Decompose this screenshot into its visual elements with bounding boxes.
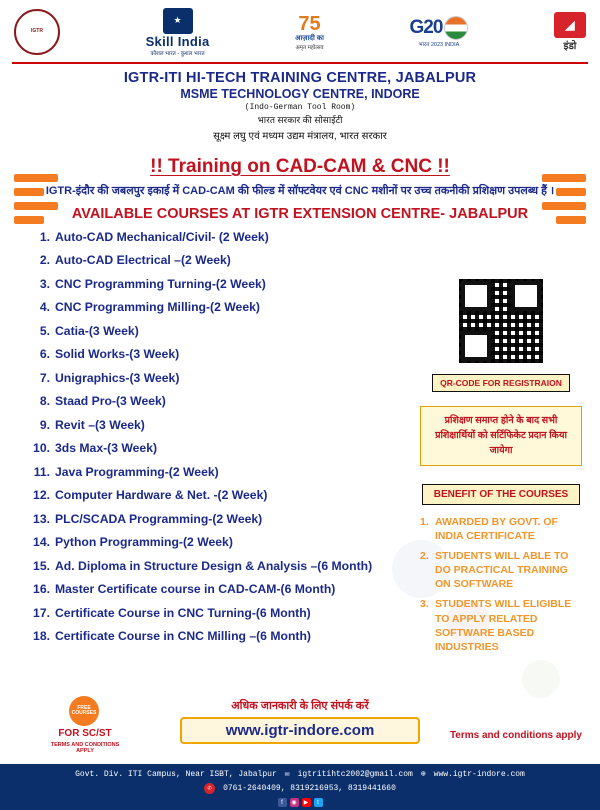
header-line-2: MSME TECHNOLOGY CENTRE, INDORE xyxy=(180,87,420,101)
course-name: Python Programming-(2 Week) xyxy=(55,535,233,550)
logo-igtr-hindi xyxy=(554,12,586,52)
benefit-text: AWARDED BY GOVT. OF INDIA CERTIFICATE xyxy=(435,515,558,542)
course-number: 12. xyxy=(33,488,50,503)
footer-address: Govt. Div. ITI Campus, Near ISBT, Jabalpur xyxy=(75,769,277,779)
header-block xyxy=(0,64,600,148)
header-line-1: IGTR-ITI HI-TECH TRAINING CENTRE, JABALPUR xyxy=(123,70,477,86)
course-number: 10. xyxy=(33,441,50,456)
course-name: CNC Programming Turning-(2 Week) xyxy=(55,276,266,291)
course-name: Java Programming-(2 Week) xyxy=(55,464,219,479)
course-name: Auto-CAD Electrical –(2 Week) xyxy=(55,253,231,268)
igtr-logo-icon: ◢ xyxy=(554,12,586,38)
mail-icon: ✉ xyxy=(284,770,290,779)
g20-text: G20 xyxy=(409,17,443,38)
course-number: 14. xyxy=(33,535,50,550)
list-item xyxy=(30,512,460,526)
logo-igtr-seal xyxy=(14,9,60,55)
globe-icon: ⊕ xyxy=(420,770,426,779)
course-name: Revit –(3 Week) xyxy=(55,417,145,432)
azadi-label: आज़ादी का xyxy=(295,34,324,42)
more-info-text: अधिक जानकारी के लिए संपर्क करें xyxy=(231,700,369,712)
course-name: Solid Works-(3 Week) xyxy=(55,347,180,362)
phone-icon: ✆ xyxy=(204,783,215,794)
course-name: Auto-CAD Mechanical/Civil- (2 Week) xyxy=(55,229,269,244)
youtube-icon[interactable]: ▶ xyxy=(302,798,311,807)
skill-india-title: Skill India xyxy=(145,33,210,49)
benefit-number: 2. xyxy=(420,549,429,562)
list-item xyxy=(30,629,460,643)
course-list xyxy=(18,230,460,644)
g20-sublabel: भारत 2023 INDIA xyxy=(418,42,460,48)
benefit-text: STUDENTS WILL ELIGIBLE TO APPLY RELATED SOFTWARE BASED INDUSTRIES xyxy=(435,598,572,653)
course-name: Certificate Course in CNC Turning-(6 Month) xyxy=(55,605,311,620)
list-item xyxy=(30,347,460,361)
course-number: 17. xyxy=(33,605,50,620)
igtr-hindi-word: इंडो xyxy=(563,41,577,52)
hindi-lead-text: IGTR-इंदौर की जबलपुर इकाई में CAD-CAM की फील्ड में सॉफ्टवेयर एवं CNC मशीनों पर उच्च तकनीकी प्रशिक्षण उपलब्ध हैं । xyxy=(45,185,555,197)
course-number: 1. xyxy=(39,229,50,244)
course-name: Unigraphics-(3 Week) xyxy=(55,370,180,385)
course-name: Staad Pro-(3 Week) xyxy=(55,394,166,409)
benefit-number: 1. xyxy=(420,515,429,528)
course-number: 4. xyxy=(39,300,50,315)
main-title: !! Training on CAD-CAM & CNC !! xyxy=(150,156,450,177)
more-info-block xyxy=(180,698,420,744)
social-icons xyxy=(10,798,590,807)
promo-row xyxy=(0,698,600,758)
course-number: 5. xyxy=(39,323,50,338)
list-item xyxy=(420,597,586,654)
course-number: 15. xyxy=(33,558,50,573)
list-item xyxy=(30,582,460,596)
course-number: 7. xyxy=(39,370,50,385)
skill-india-icon: ★ xyxy=(163,8,193,34)
logo-skill-india xyxy=(146,8,210,57)
list-item xyxy=(30,277,460,291)
logo-g20 xyxy=(410,16,469,48)
footer-row-2 xyxy=(10,783,590,794)
logo-azadi-ka-amrit-mahotsav xyxy=(295,14,324,51)
free-courses-seal-icon: FREE COURSES xyxy=(69,696,99,726)
course-name: Computer Hardware & Net. -(2 Week) xyxy=(55,488,268,503)
course-number: 16. xyxy=(33,582,50,597)
list-item xyxy=(30,324,460,338)
list-item xyxy=(30,394,460,408)
course-name: 3ds Max-(3 Week) xyxy=(55,441,158,456)
qr-code-label: QR-CODE FOR REGISTRAION xyxy=(432,374,570,392)
course-name: Ad. Diploma in Structure Design & Analysis –(6 Month) xyxy=(55,558,373,573)
list-item xyxy=(30,465,460,479)
list-item xyxy=(30,230,460,244)
g20-globe-icon xyxy=(444,16,468,40)
free-courses-badge xyxy=(62,696,106,726)
course-number: 13. xyxy=(33,511,50,526)
course-number: 2. xyxy=(39,253,50,268)
list-item xyxy=(30,606,460,620)
skill-india-subtitle: कौशल भारत - कुशल भारत xyxy=(150,50,205,57)
list-item xyxy=(30,441,460,455)
facebook-icon[interactable]: f xyxy=(278,798,287,807)
qr-code-icon[interactable] xyxy=(456,276,546,366)
benefits-list xyxy=(416,515,586,655)
footer-row-1 xyxy=(10,769,590,779)
course-number: 8. xyxy=(39,394,50,409)
list-item xyxy=(30,488,460,502)
logo-strip xyxy=(0,0,600,62)
list-item xyxy=(30,418,460,432)
instagram-icon[interactable]: ◉ xyxy=(291,800,297,806)
right-column xyxy=(416,276,586,660)
course-number: 3. xyxy=(39,276,50,291)
header-line-3: (Indo-German Tool Room) xyxy=(244,103,356,112)
certificate-note-box: प्रशिक्षण समाप्त होने के बाद सभी प्रशिक्षार्थियों को सर्टिफिकेट प्रदान किया जायेगा xyxy=(420,406,582,466)
course-name: Catia-(3 Week) xyxy=(55,323,139,338)
course-number: 18. xyxy=(33,629,50,644)
benefit-number: 3. xyxy=(420,598,429,611)
header-line-4: भारत सरकार की सोसाईटी xyxy=(257,115,343,125)
course-name: Master Certificate course in CAD-CAM-(6 Month) xyxy=(55,582,336,597)
for-sc-st-label: FOR SC/ST xyxy=(58,728,112,739)
list-item xyxy=(420,549,586,592)
twitter-icon[interactable]: t xyxy=(314,798,323,807)
course-number: 9. xyxy=(39,417,50,432)
available-courses-heading: AVAILABLE COURSES AT IGTR EXTENSION CENTRE- JABALPUR xyxy=(71,205,529,222)
igtr-seal-icon: IGTR xyxy=(14,9,60,55)
gear-watermark-icon xyxy=(522,660,560,698)
header-line-5: सूक्ष्म लघु एवं मध्यम उद्यम मंत्रालय, भारत सरकार xyxy=(213,131,387,142)
footer-bar xyxy=(0,764,600,810)
course-number: 6. xyxy=(39,347,50,362)
benefits-title: BENEFIT OF THE COURSES xyxy=(422,484,580,505)
terms-right-label: Terms and conditions apply xyxy=(449,730,582,741)
list-item xyxy=(30,253,460,267)
list-item xyxy=(420,515,586,543)
azadi-sublabel: अमृत महोत्सव xyxy=(295,44,324,51)
footer-phones: 0761-2640409, 8319216953, 8319441660 xyxy=(223,784,396,793)
course-number: 11. xyxy=(33,464,50,479)
benefit-text: STUDENTS WILL ABLE TO DO PRACTICAL TRAINING ON SOFTWARE xyxy=(435,549,569,591)
list-item xyxy=(30,371,460,385)
azadi-75-text: 75 xyxy=(298,12,321,35)
list-item xyxy=(30,535,460,549)
course-name: CNC Programming Milling-(2 Week) xyxy=(55,300,260,315)
course-name: PLC/SCADA Programming-(2 Week) xyxy=(55,511,263,526)
footer-email[interactable]: igtritihtc2002@gmail.com xyxy=(297,769,413,779)
list-item xyxy=(30,300,460,314)
website-link[interactable]: www.igtr-indore.com xyxy=(180,717,420,744)
course-name: Certificate Course in CNC Milling –(6 Month) xyxy=(55,629,311,644)
terms-small-label: TERMS AND CONDITIONS APPLY xyxy=(50,742,120,754)
footer-website[interactable]: www.igtr-indore.com xyxy=(433,769,525,779)
